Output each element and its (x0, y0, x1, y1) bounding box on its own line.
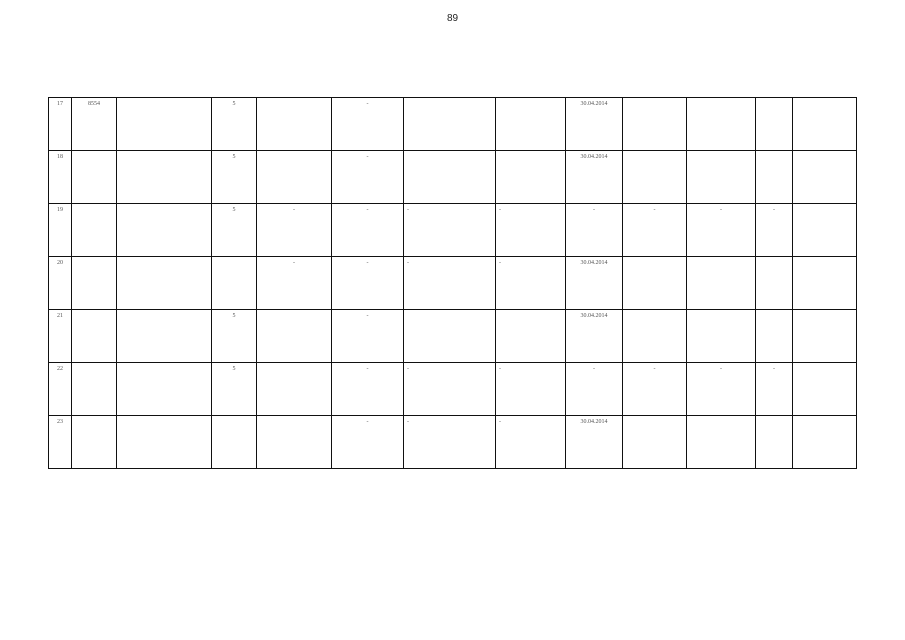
cadastral-number-cell (257, 151, 332, 204)
table-row (49, 98, 857, 151)
row-number-cell: 17 (49, 98, 72, 151)
owner-cell (623, 310, 687, 363)
cadastral-number-cell (257, 98, 332, 151)
contract-cell (404, 98, 496, 151)
area-cell: 5 (212, 310, 257, 363)
page-number: 89 (446, 13, 459, 24)
row-number-cell: 18 (49, 151, 72, 204)
note-cell (793, 363, 857, 416)
term-cell (687, 98, 756, 151)
cadastral-number-cell (257, 363, 332, 416)
cadastral-number-cell: - (257, 204, 332, 257)
term-cell (687, 310, 756, 363)
column-6-cell: - (332, 151, 404, 204)
note-cell (793, 416, 857, 469)
area-cell: 5 (212, 204, 257, 257)
address-cell (117, 151, 212, 204)
contract-cell (404, 310, 496, 363)
address-cell (117, 98, 212, 151)
object-id-cell (72, 257, 117, 310)
date-cell: - (566, 204, 623, 257)
date-cell: - (566, 363, 623, 416)
area-cell: 5 (212, 363, 257, 416)
note-cell (793, 257, 857, 310)
term-cell: - (687, 204, 756, 257)
column-6-cell: - (332, 204, 404, 257)
term-cell (687, 151, 756, 204)
address-cell (117, 204, 212, 257)
owner-cell: - (623, 363, 687, 416)
tenant-status-cell: - (496, 363, 566, 416)
area-cell: 5 (212, 98, 257, 151)
note-cell (793, 151, 857, 204)
register-table (48, 97, 857, 469)
owner-cell (623, 151, 687, 204)
date-cell: 30.04.2014 (566, 310, 623, 363)
column-6-cell: - (332, 416, 404, 469)
value-cell (756, 310, 793, 363)
address-cell (117, 416, 212, 469)
tenant-status-cell: - (496, 416, 566, 469)
value-cell (756, 257, 793, 310)
contract-cell: - (404, 363, 496, 416)
row-number-cell: 20 (49, 257, 72, 310)
date-cell: 30.04.2014 (566, 257, 623, 310)
owner-cell (623, 257, 687, 310)
tenant-status-cell (496, 151, 566, 204)
owner-cell: - (623, 204, 687, 257)
value-cell (756, 151, 793, 204)
column-6-cell: - (332, 363, 404, 416)
area-cell: 5 (212, 151, 257, 204)
table-row (49, 416, 857, 469)
address-cell (117, 363, 212, 416)
column-6-cell: - (332, 310, 404, 363)
contract-cell: - (404, 257, 496, 310)
table-row (49, 151, 857, 204)
date-cell: 30.04.2014 (566, 98, 623, 151)
owner-cell (623, 98, 687, 151)
register-table-body (49, 98, 857, 469)
term-cell (687, 416, 756, 469)
term-cell: - (687, 363, 756, 416)
value-cell (756, 98, 793, 151)
tenant-status-cell (496, 310, 566, 363)
date-cell: 30.04.2014 (566, 416, 623, 469)
table-row (49, 204, 857, 257)
column-6-cell: - (332, 98, 404, 151)
table-row (49, 363, 857, 416)
row-number-cell: 23 (49, 416, 72, 469)
cadastral-number-cell (257, 310, 332, 363)
contract-cell: - (404, 416, 496, 469)
cadastral-number-cell: - (257, 257, 332, 310)
row-number-cell: 21 (49, 310, 72, 363)
contract-cell: - (404, 204, 496, 257)
date-cell: 30.04.2014 (566, 151, 623, 204)
object-id-cell (72, 416, 117, 469)
object-id-cell: 8554 (72, 98, 117, 151)
note-cell (793, 204, 857, 257)
area-cell (212, 257, 257, 310)
row-number-cell: 19 (49, 204, 72, 257)
tenant-status-cell (496, 98, 566, 151)
tenant-status-cell: - (496, 257, 566, 310)
value-cell (756, 416, 793, 469)
value-cell: - (756, 363, 793, 416)
tenant-status-cell: - (496, 204, 566, 257)
object-id-cell (72, 363, 117, 416)
address-cell (117, 310, 212, 363)
table-row (49, 310, 857, 363)
column-6-cell: - (332, 257, 404, 310)
note-cell (793, 98, 857, 151)
object-id-cell (72, 151, 117, 204)
note-cell (793, 310, 857, 363)
table-row (49, 257, 857, 310)
row-number-cell: 22 (49, 363, 72, 416)
object-id-cell (72, 204, 117, 257)
address-cell (117, 257, 212, 310)
object-id-cell (72, 310, 117, 363)
owner-cell (623, 416, 687, 469)
area-cell (212, 416, 257, 469)
value-cell: - (756, 204, 793, 257)
cadastral-number-cell (257, 416, 332, 469)
contract-cell (404, 151, 496, 204)
term-cell (687, 257, 756, 310)
